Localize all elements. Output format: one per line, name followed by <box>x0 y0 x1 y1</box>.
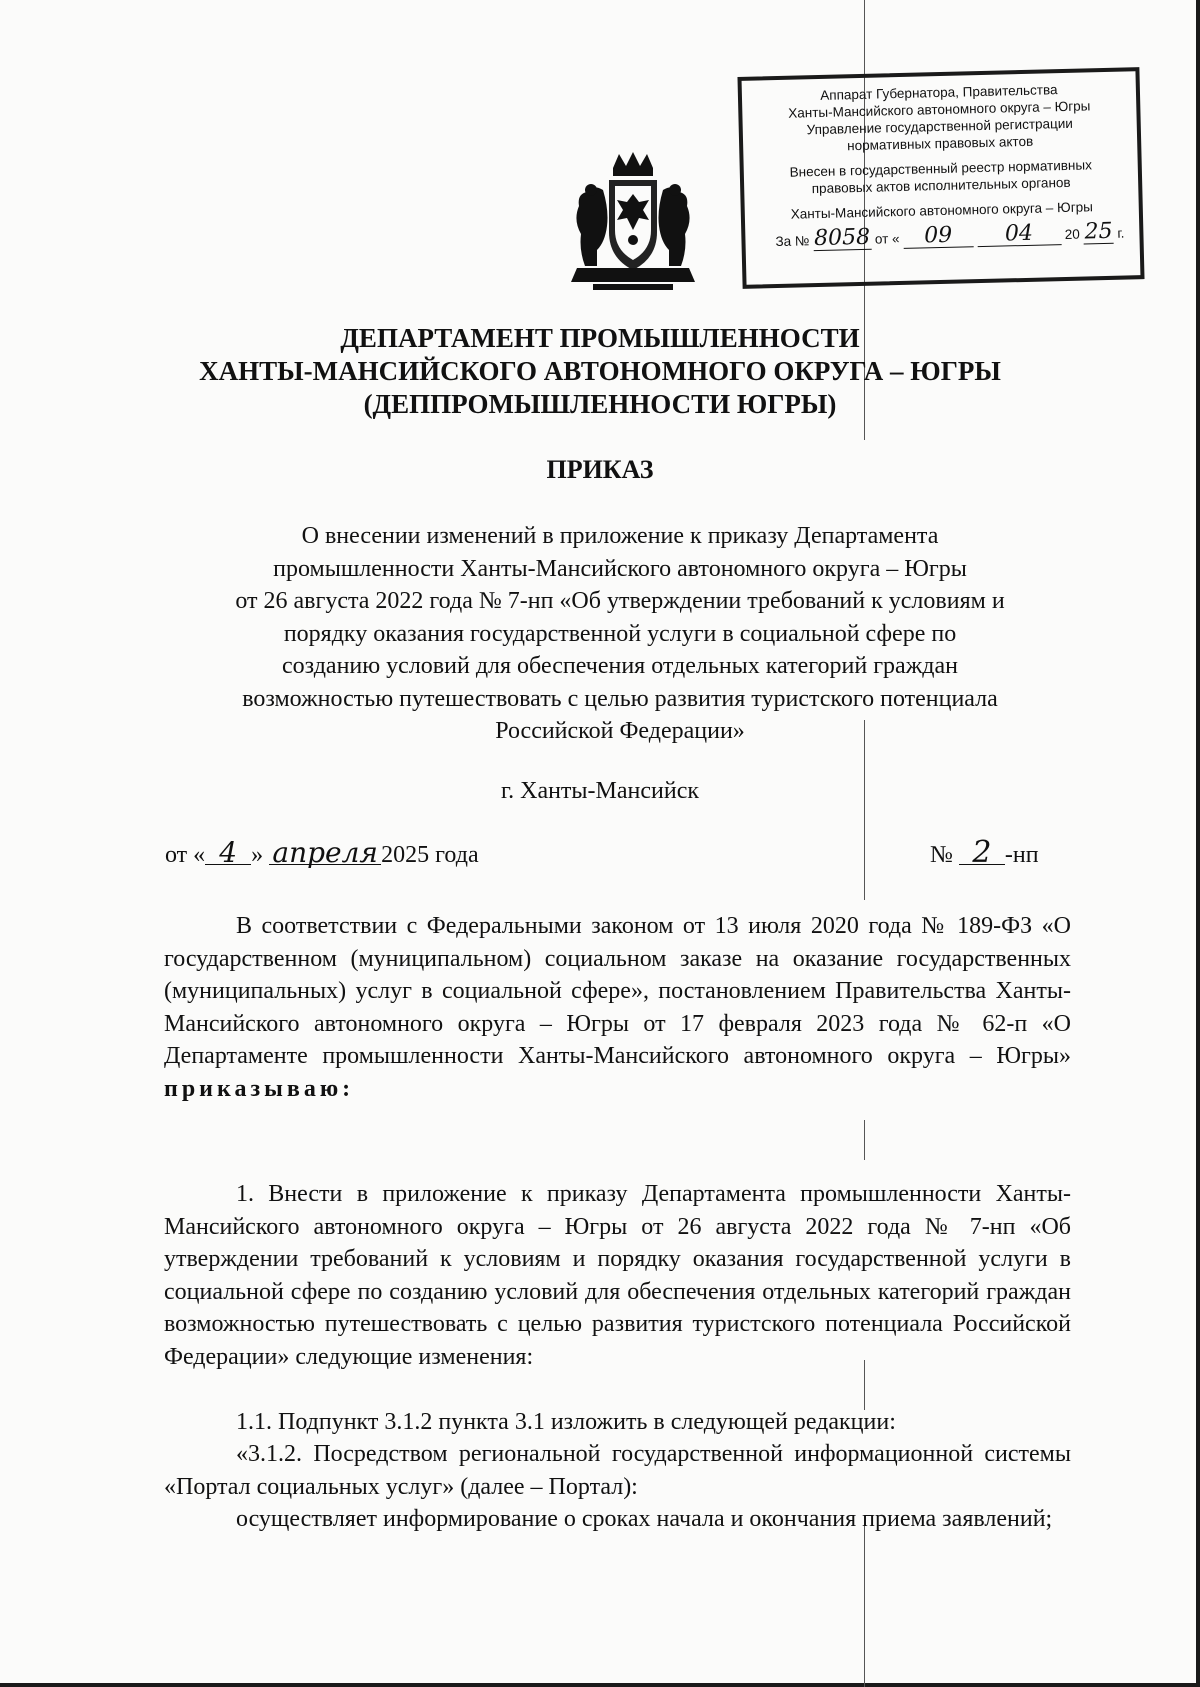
preamble-text: В соответствии с Федеральными законом от 13 июля 2020 года № 189-ФЗ «О государственном (муниципальном) социальном заказе на оказание государственных (муниципальных) услуг в социальной сфере», постановлением Правительства Ханты-Мансийского автономного округа – Югры от 17 февраля 2023 года № 62-п «О Департаменте промышленности Ханты-Мансийского автономного округа – Югры» <box>164 913 1071 1069</box>
document-subject <box>160 520 1080 748</box>
stamp-reg-prefix: За № <box>775 233 810 250</box>
org-line: (ДЕППРОМЫШЛЕННОСТИ ЮГРЫ) <box>363 389 837 419</box>
stamp-line: Ханты-Мансийского автономного округа – Югры <box>788 98 1091 121</box>
number-value-handwritten: 2 <box>959 842 1005 865</box>
stamp-year-prefix: 20 <box>1064 226 1081 242</box>
subject-line: промышленности Ханты-Мансийского автономного округа – Югры <box>273 555 967 582</box>
stamp-reg-year: 25 <box>1084 218 1113 245</box>
item-1-1-paragraph: 1.1. Подпункт 3.1.2 пункта 3.1 изложить в следующей редакции: <box>236 1409 896 1435</box>
subject-line: возможностью путешествовать с целью развития туристского потенциала <box>242 685 998 712</box>
subject-line: от 26 августа 2022 года № 7-нп «Об утверждении требований к условиям и <box>235 588 1005 614</box>
subject-line: порядку оказания государственной услуги в социальной сфере по <box>283 620 957 647</box>
page-edge-right <box>1196 0 1200 1687</box>
stamp-reg-number: 8058 <box>813 224 871 252</box>
date-mid: » <box>251 842 264 868</box>
subject-line: Российской Федерации» <box>495 718 745 744</box>
stamp-line: правовых актов исполнительных органов <box>811 174 1071 197</box>
stamp-line: нормативных правовых актов <box>846 133 1034 154</box>
item-1-1-subitem-paragraph: осуществляет информирование о сроках начала и окончания приема заявлений; <box>236 1506 1053 1532</box>
date-month-handwritten: апреля <box>269 842 381 865</box>
item-1-1-quote-paragraph: «3.1.2. Посредством региональной государственной информационной системы «Портал социальных услуг» (далее – Портал): <box>164 1441 1071 1500</box>
decree-word: приказываю <box>164 1075 343 1102</box>
stamp-line: Ханты-Мансийского автономного округа – Югры <box>790 199 1094 222</box>
scan-artifact-line <box>864 1120 865 1160</box>
document-type-title: ПРИКАЗ <box>546 455 654 484</box>
stamp-line: Внесен в государственный реестр нормативных <box>789 157 1093 180</box>
stamp-line: Аппарат Губернатора, Правительства <box>820 82 1058 103</box>
subject-line: созданию условий для обеспечения отдельных категорий граждан <box>282 653 958 679</box>
stamp-year-suffix: г. <box>1117 225 1125 241</box>
number-suffix: -нп <box>1004 842 1039 868</box>
stamp-registration-row <box>751 220 1133 252</box>
subject-line: О внесении изменений в приложение к приказу Департамента <box>301 523 939 549</box>
registration-stamp <box>737 67 1144 289</box>
date-prefix: от « <box>165 842 206 868</box>
organization-name <box>0 322 1200 421</box>
coat-of-arms-emblem <box>563 150 703 300</box>
org-line: ХАНТЫ-МАНСИЙСКОГО АВТОНОМНОГО ОКРУГА – ЮГРЫ <box>199 356 1001 386</box>
item-1-paragraph: 1. Внести в приложение к приказу Департамента промышленности Ханты-Мансийского автономного округа – Югры от 26 августа 2022 года № 7-нп «Об утверждении требований к условиям и порядку оказания государственной услуги в социальной сфере по созданию условий для обеспечения отдельных категорий граждан возможностью путешествовать с целью развития туристского потенциала Российской Федерации» следующие изменения: <box>164 1181 1071 1370</box>
scan-artifact-line <box>864 1520 865 1687</box>
date-day-handwritten: 4 <box>205 842 251 865</box>
stamp-line: Управление государственной регистрации <box>806 115 1074 138</box>
org-line: ДЕПАРТАМЕНТ ПРОМЫШЛЕННОСТИ <box>340 323 860 353</box>
document-date <box>165 836 479 869</box>
page-edge-bottom <box>0 1683 1200 1687</box>
date-suffix: 2025 года <box>381 842 479 868</box>
stamp-reg-month: 04 <box>977 222 1062 247</box>
number-prefix: № <box>930 842 953 868</box>
decree-colon: : <box>342 1075 351 1102</box>
document-number <box>930 835 1039 870</box>
stamp-reg-day: 09 <box>903 224 974 249</box>
stamp-from-label: от « <box>874 231 900 247</box>
place-of-issue: г. Ханты-Мансийск <box>500 778 700 804</box>
preamble-paragraph <box>164 910 1071 1105</box>
